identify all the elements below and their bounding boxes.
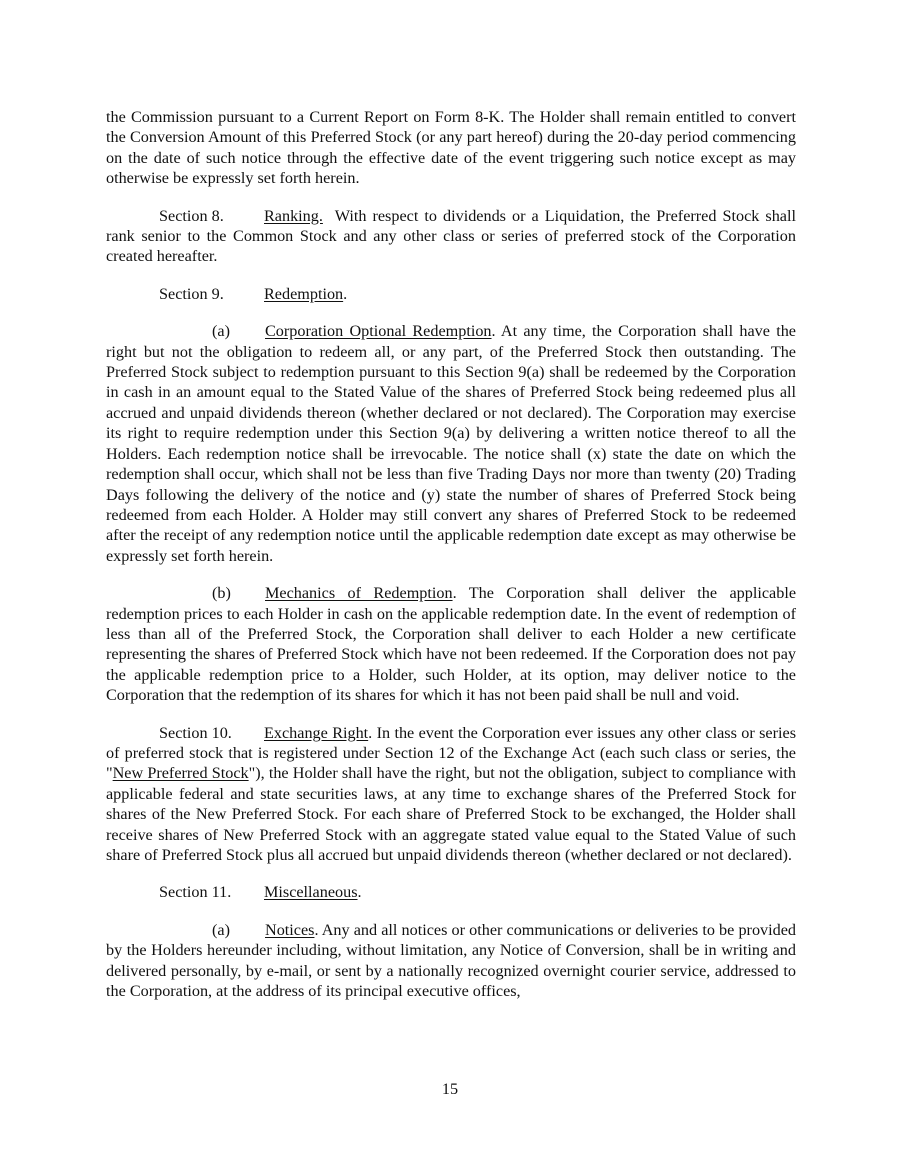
section-9a-text: . At any time, the Corporation shall have the right but not the obligation to redeem all, or any part, of the Preferred Stock then outstanding. The Preferred Stock subject to redemption pursuant to this Section 9(a) shall be redeemed by the Corporation in cash in an amount equal to the Stated Value of the shares of Preferred Stock being redeemed plus all accrued and unpaid dividends thereon (whether declared or not declared). The Corporation may exercise its right to require redemption under this Section 9(a) by delivering a written notice thereof to all the Holders. Each redemption notice shall be irrevocable. The notice shall (x) state the date on which the redemption shall occur, which shall not be less than five Trading Days nor more than twenty (20) Trading Days following the delivery of the notice and (y) state the number of shares of Preferred Stock being redeemed from each Holder. A Holder may still convert any shares of Preferred Stock to be redeemed after the receipt of any redemption notice until the applicable redemption date except as may otherwise be expressly set forth herein. bbox=[106, 322, 796, 565]
section-10-title: Exchange Right bbox=[264, 723, 369, 742]
section-10-number: Section 10. bbox=[159, 723, 232, 742]
section-9-title-punct: . bbox=[343, 284, 348, 303]
document-page bbox=[106, 107, 796, 1018]
section-8-paragraph bbox=[106, 206, 796, 267]
section-11-title-punct: . bbox=[357, 883, 362, 902]
section-9b-paragraph bbox=[106, 583, 796, 705]
section-9-heading bbox=[106, 284, 796, 304]
intro-paragraph bbox=[106, 107, 796, 189]
section-10-defined-term: New Preferred Stock bbox=[112, 764, 249, 783]
intro-text: the Commission pursuant to a Current Report on Form 8-K. The Holder shall remain entitled to convert the Conversion Amount of this Preferred Stock (or any part hereof) during the 20-day period commencing on the date of such notice through the effective date of the event triggering such notice except as may otherwise be expressly set forth herein. bbox=[106, 108, 796, 188]
section-10-text-before: . In the event the Corporation ever issues any other class or series of preferred stock that is registered under Section 12 of the Exchange Act (each such class or series, the " bbox=[106, 723, 796, 783]
page-number: 15 bbox=[441, 1080, 459, 1098]
section-9b-title: Mechanics of Redemption bbox=[265, 584, 453, 603]
section-8-title: Ranking. bbox=[264, 206, 323, 225]
section-8-text: With respect to dividends or a Liquidation, the Preferred Stock shall rank senior to the Common Stock and any other class or series of preferred stock of the Corporation created hereafter. bbox=[106, 206, 796, 266]
section-11a-paragraph bbox=[106, 920, 796, 1002]
section-10-paragraph bbox=[106, 723, 796, 866]
section-8-number: Section 8. bbox=[159, 206, 224, 225]
section-9a-paragraph bbox=[106, 321, 796, 566]
section-11a-title: Notices bbox=[265, 920, 315, 939]
section-11-heading bbox=[106, 882, 796, 902]
section-9b-text: . The Corporation shall deliver the applicable redemption prices to each Holder in cash on the applicable redemption date. In the event of redemption of less than all of the Preferred Stock, the Corporation shall deliver to each Holder a new certificate representing the shares of Preferred Stock which have not been redeemed. If the Corporation does not pay the applicable redemption price to a Holder, such Holder, at its option, may deliver notice to the Corporation that the redemption of its shares for which it has not been paid shall be null and void. bbox=[106, 584, 796, 705]
section-11a-label: (a) bbox=[212, 920, 230, 939]
section-9b-label: (b) bbox=[212, 584, 231, 603]
section-9-title: Redemption bbox=[264, 284, 344, 303]
section-10-text-after: "), the Holder shall have the right, but not the obligation, subject to compliance with applicable federal and state securities laws, at any time to exchange shares of the Preferred Stock for shares of the New Preferred Stock. For each share of Preferred Stock to be exchanged, the Holder shall receive shares of New Preferred Stock with an aggregate stated value equal to the Stated Value of such share of Preferred Stock plus all accrued but unpaid dividends thereon (whether declared or not declared). bbox=[106, 764, 796, 864]
section-9a-title: Corporation Optional Redemption bbox=[265, 322, 492, 341]
section-11-number: Section 11. bbox=[159, 883, 232, 902]
section-9a-label: (a) bbox=[212, 322, 230, 341]
section-11a-text: . Any and all notices or other communications or deliveries to be provided by the Holders hereunder including, without limitation, any Notice of Conversion, shall be in writing and delivered personally, by e-mail, or sent by a nationally recognized overnight courier service, addressed to the Corporation, at the address of its principal executive offices, bbox=[106, 920, 796, 1001]
section-11-title: Miscellaneous bbox=[264, 883, 358, 902]
section-9-number: Section 9. bbox=[159, 284, 224, 303]
